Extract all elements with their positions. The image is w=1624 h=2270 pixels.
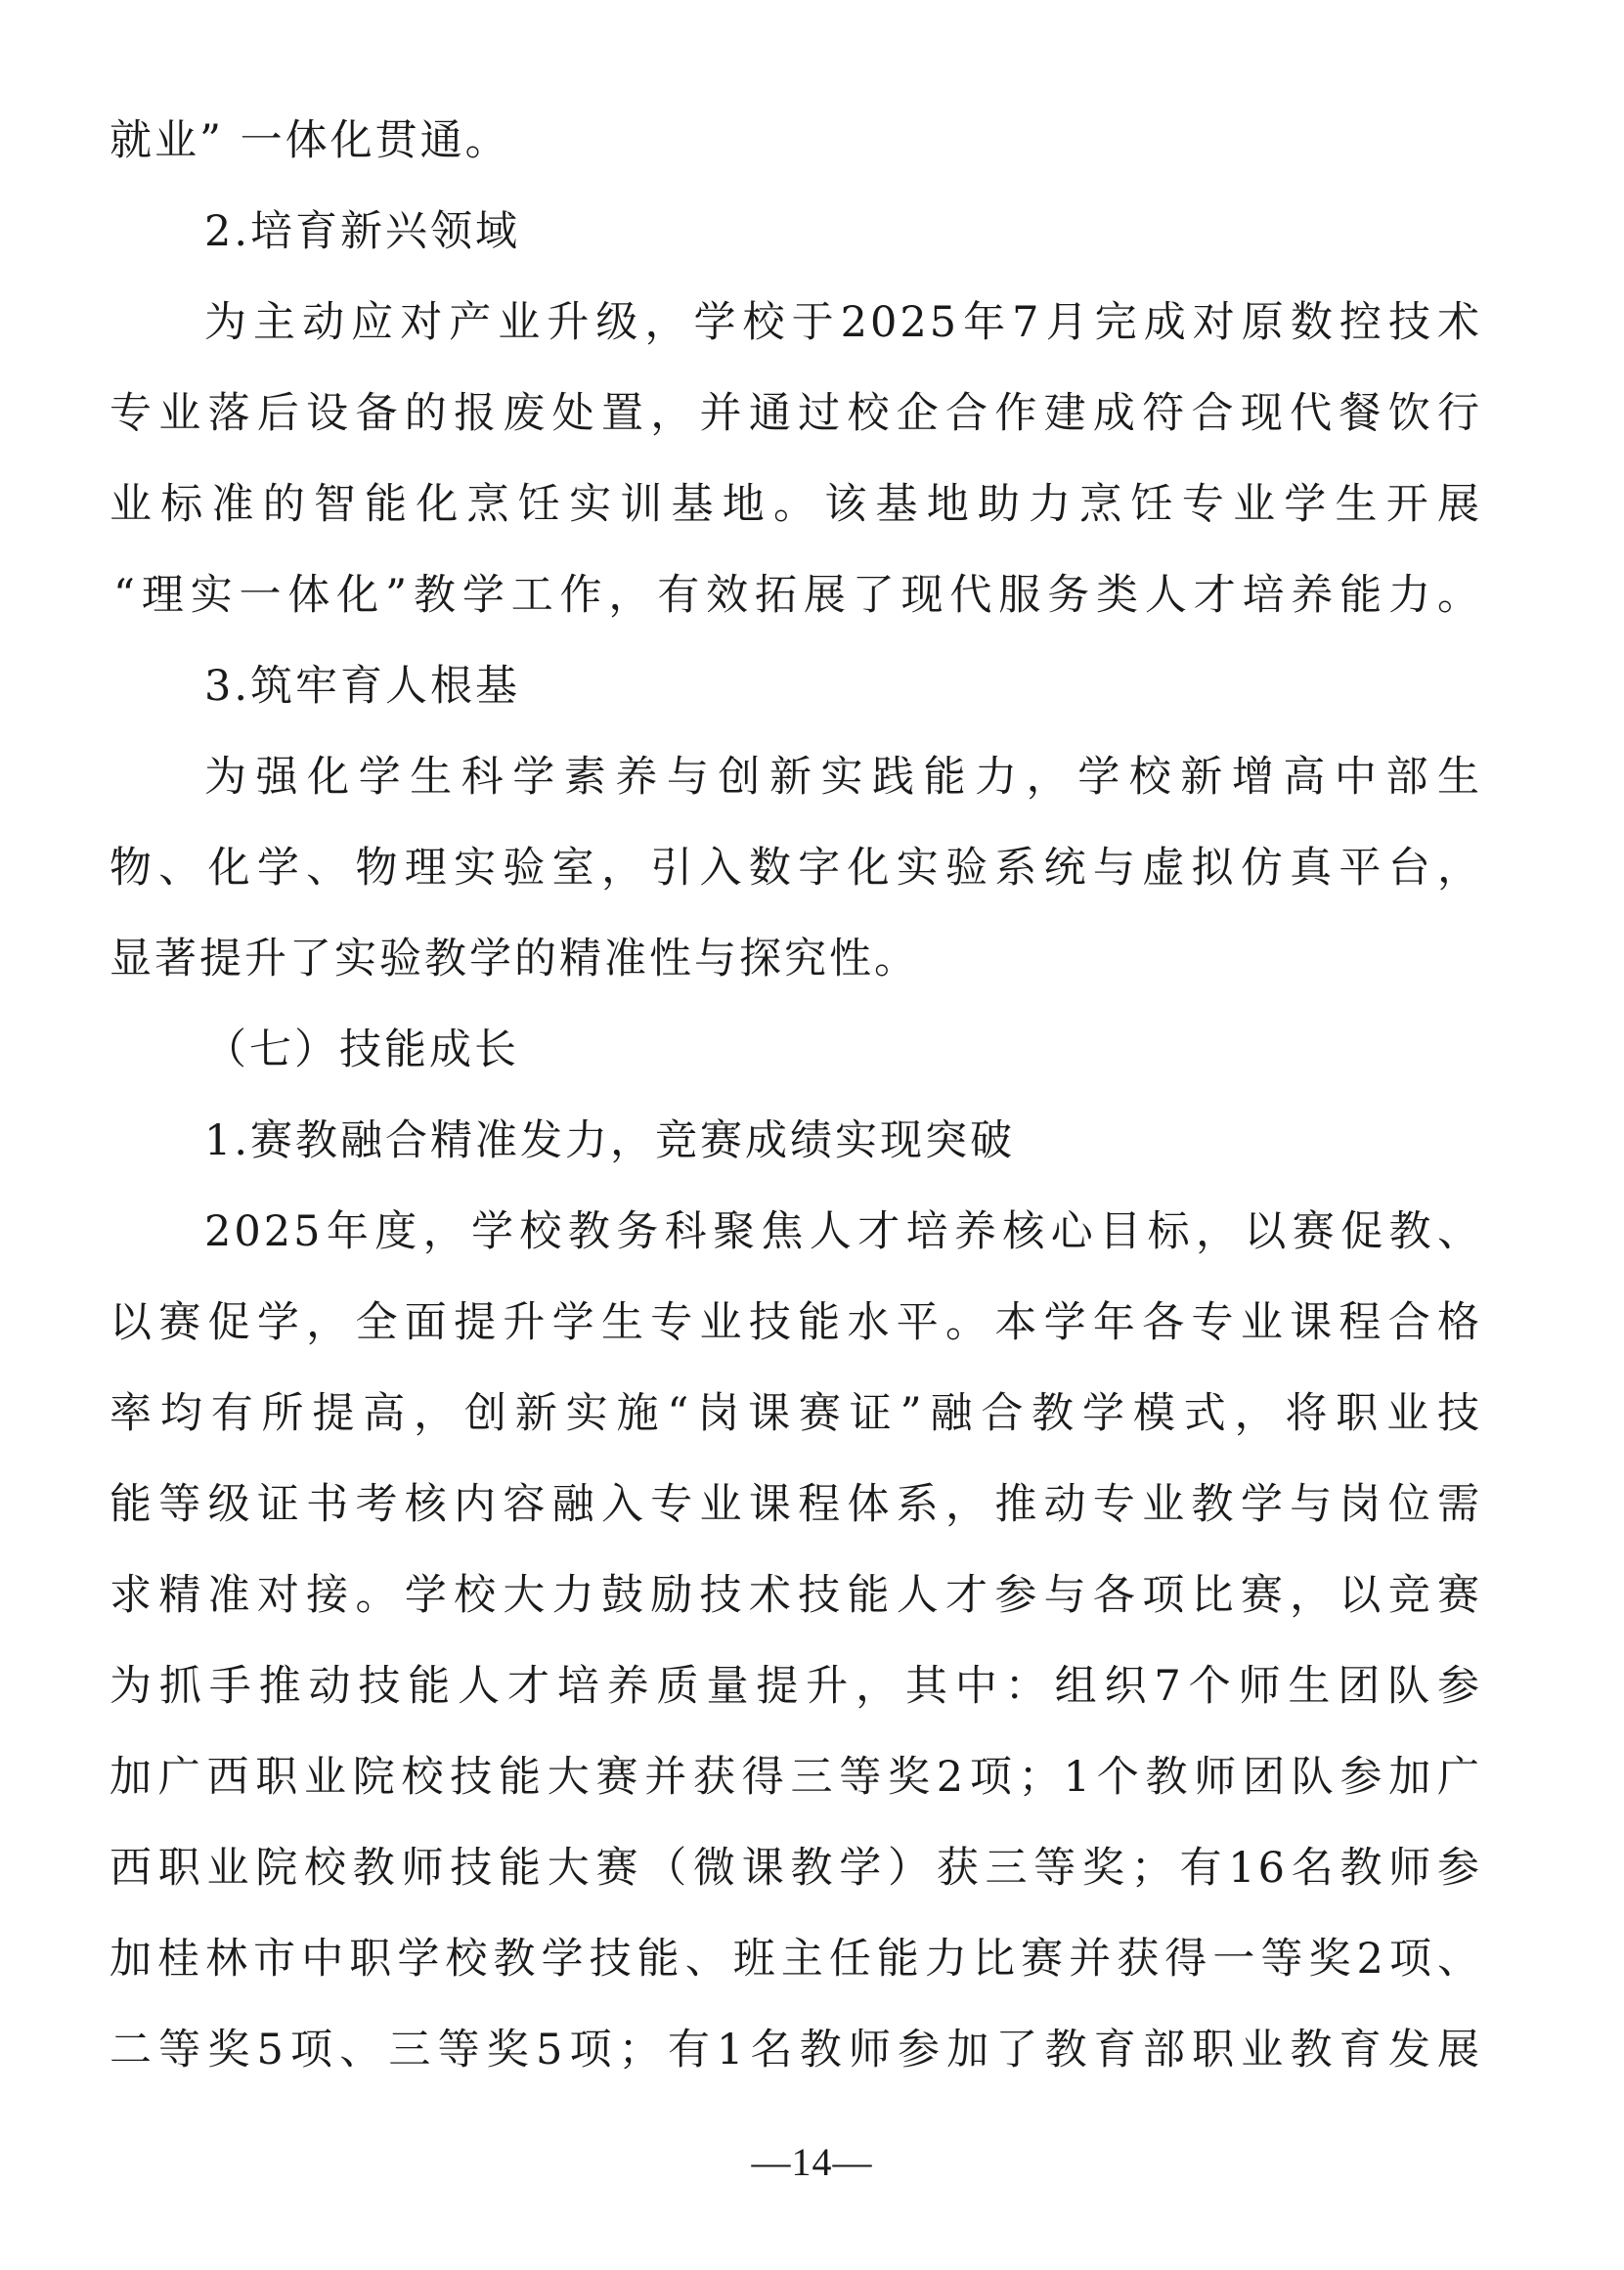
subheading-competition-teaching: 1.赛教融合精准发力，竞赛成绩实现突破 xyxy=(204,1116,1016,1165)
paragraph-line: 为抓手推动技能人才培养质量提升，其中：组织7个师生团队参 xyxy=(110,1662,1482,1711)
body-text xyxy=(110,96,1482,2096)
paragraph-line: 西职业院校教师技能大赛（微课教学）获三等奖；有16名教师参 xyxy=(110,1844,1482,1893)
subheading-emerging-fields: 2.培育新兴领域 xyxy=(204,207,521,256)
paragraph-line: 率均有所提高，创新实施“岗课赛证”融合教学模式，将职业技 xyxy=(110,1389,1482,1438)
paragraph-line: 专业落后设备的报废处置，并通过校企合作建成符合现代餐饮行 xyxy=(110,389,1482,438)
paragraph-line: 二等奖5项、三等奖5项；有1名教师参加了教育部职业教育发展 xyxy=(110,2026,1482,2074)
subheading-education-foundation: 3.筑牢育人根基 xyxy=(204,662,521,711)
paragraph-line: 求精准对接。学校大力鼓励技术技能人才参与各项比赛，以竞赛 xyxy=(110,1571,1482,1620)
paragraph-line: 显著提升了实验教学的精准性与探究性。 xyxy=(110,935,919,983)
section-heading-skills-growth: （七）技能成长 xyxy=(204,1026,519,1074)
paragraph-line: 物、化学、物理实验室，引入数字化实验系统与虚拟仿真平台， xyxy=(110,844,1482,893)
paragraph-line: 为强化学生科学素养与创新实践能力，学校新增高中部生 xyxy=(204,753,1482,802)
paragraph-line: 加广西职业院校技能大赛并获得三等奖2项；1个教师团队参加广 xyxy=(110,1753,1482,1802)
paragraph-line: “理实一体化”教学工作，有效拓展了现代服务类人才培养能力。 xyxy=(113,571,1482,620)
paragraph-line: 以赛促学，全面提升学生专业技能水平。本学年各专业课程合格 xyxy=(110,1298,1482,1347)
paragraph-line: 业标准的智能化烹饪实训基地。该基地助力烹饪专业学生开展 xyxy=(110,480,1482,529)
paragraph-line: 2025年度，学校教务科聚焦人才培养核心目标，以赛促教、 xyxy=(204,1207,1482,1256)
paragraph-continuation-line: 就业” 一体化贯通。 xyxy=(110,116,510,165)
paragraph-line: 能等级证书考核内容融入专业课程体系，推动专业教学与岗位需 xyxy=(110,1480,1482,1529)
paragraph-line: 为主动应对产业升级，学校于2025年7月完成对原数控技术 xyxy=(204,298,1482,347)
paragraph-line: 加桂林市中职学校教学技能、班主任能力比赛并获得一等奖2项、 xyxy=(110,1935,1482,1984)
page-number: —14— xyxy=(751,2140,873,2184)
